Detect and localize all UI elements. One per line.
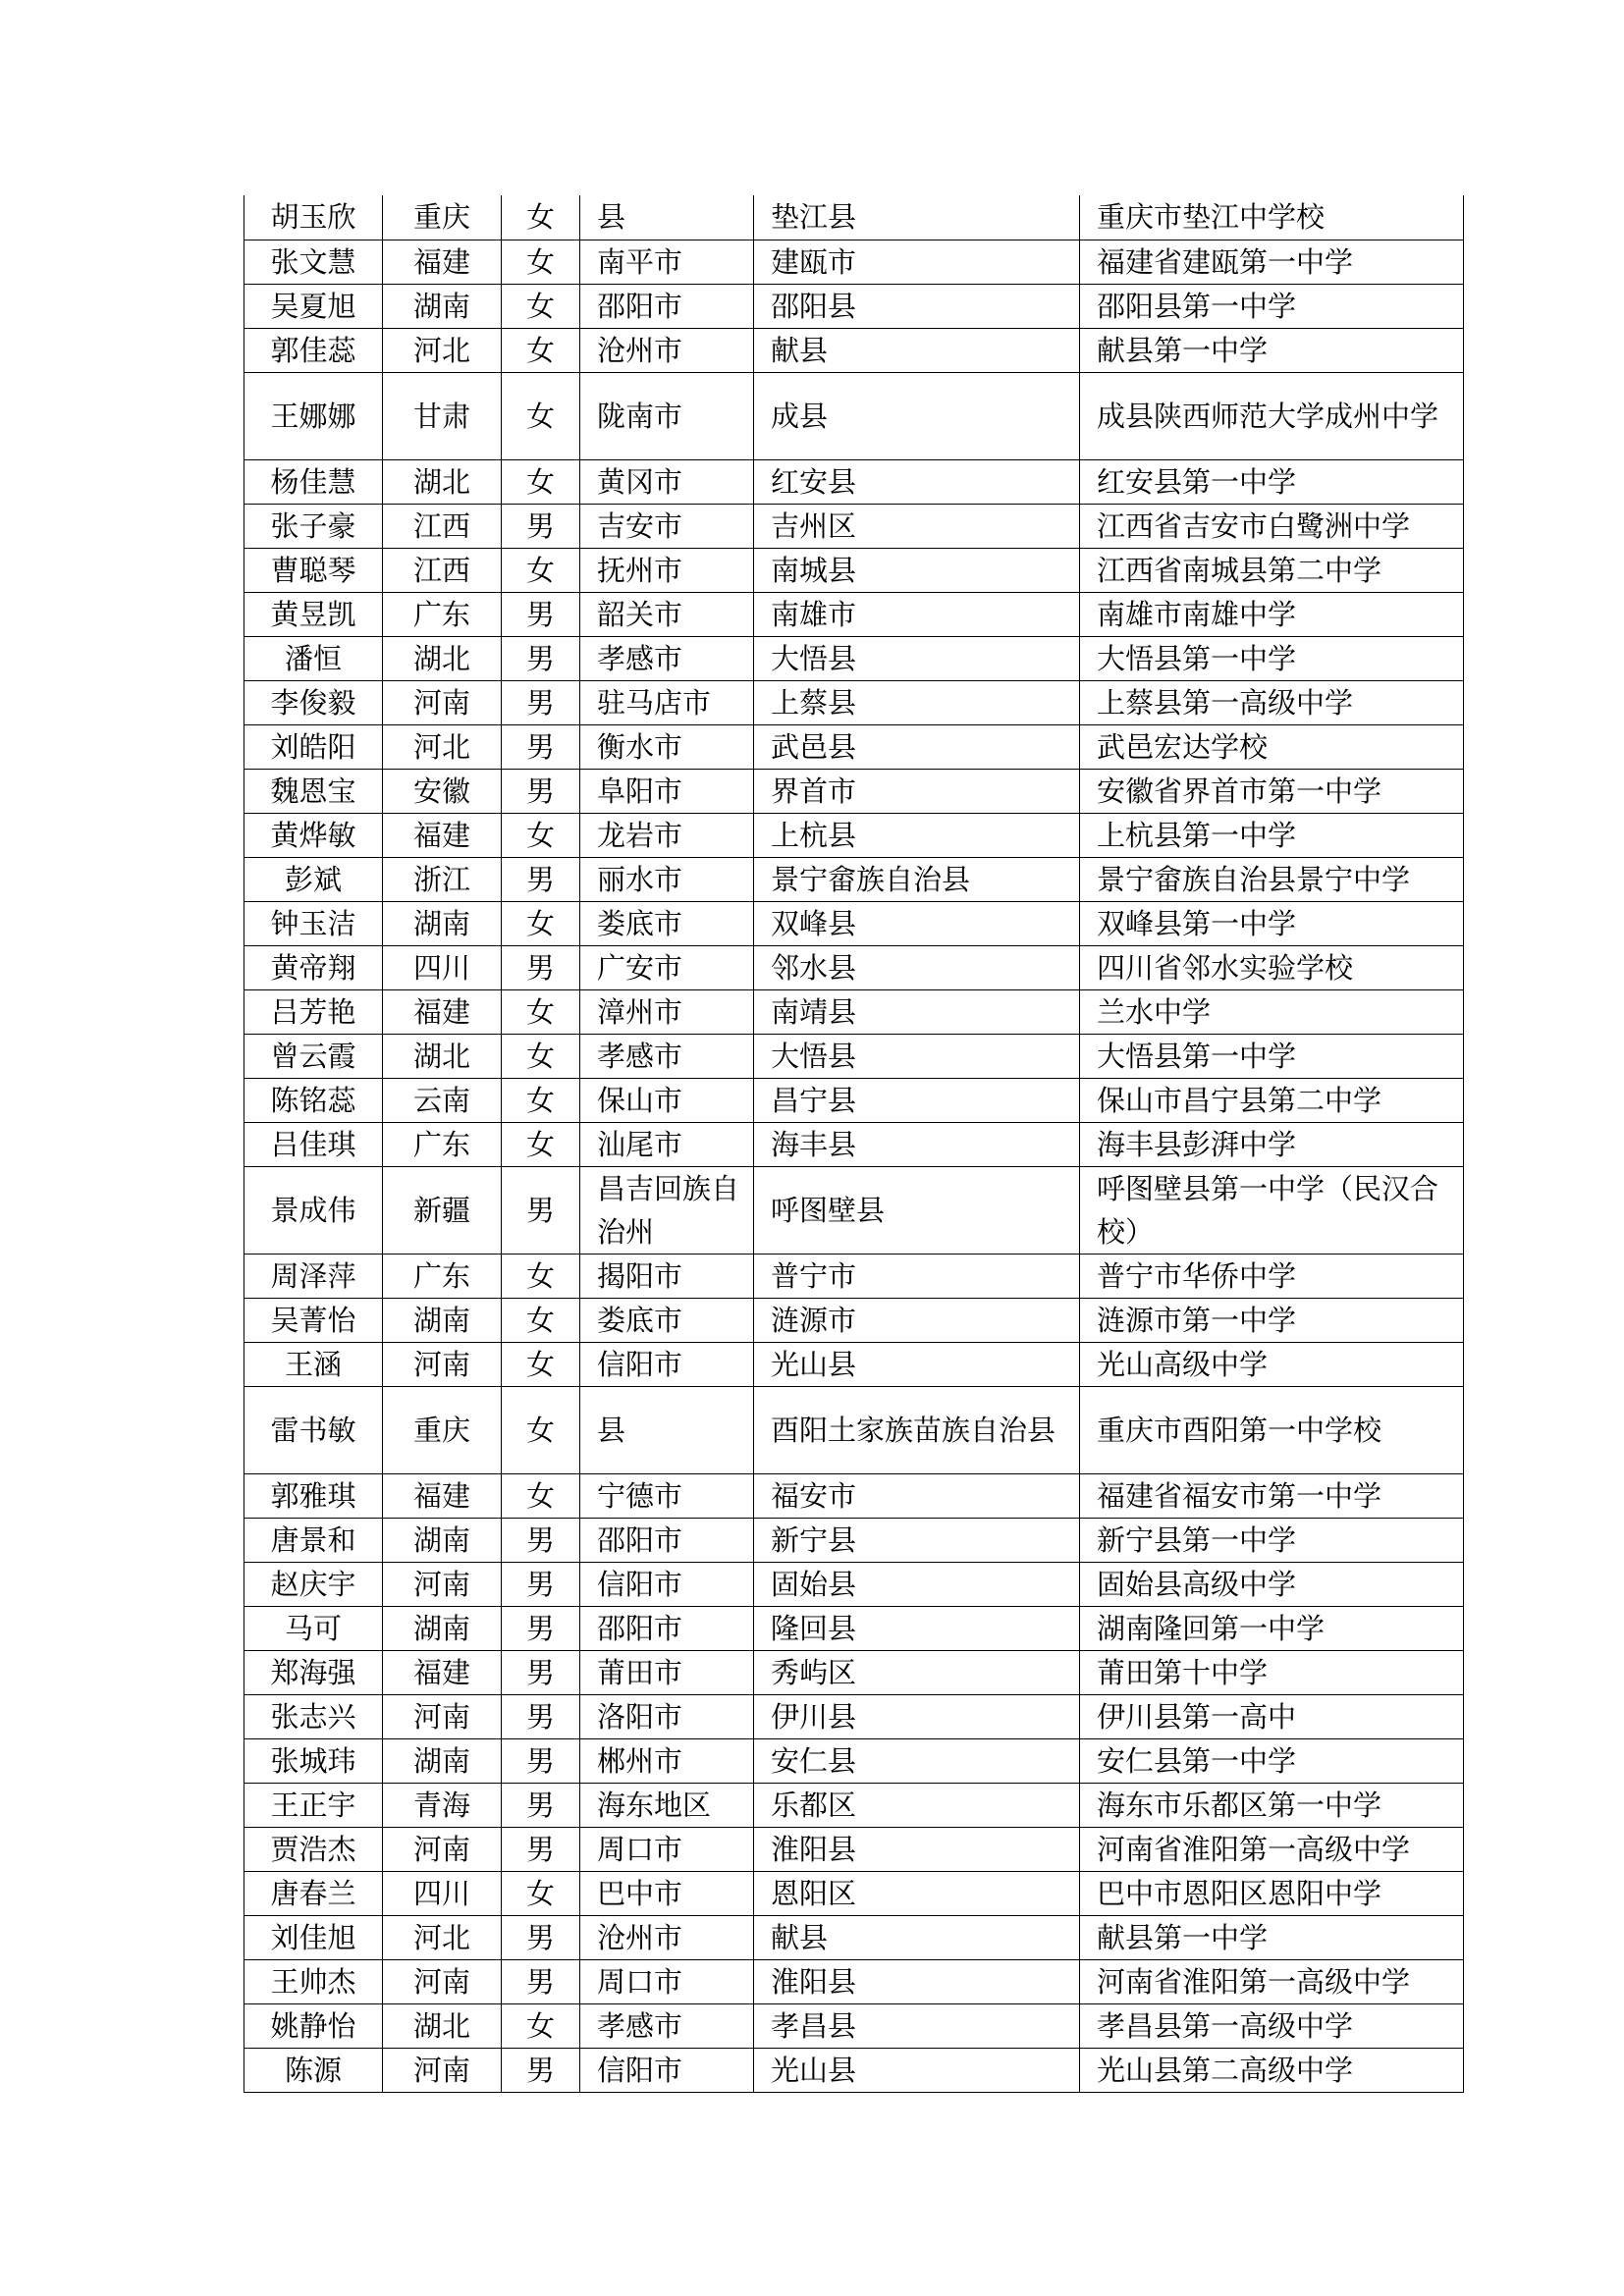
student-name-cell: 张城玮 [244,1738,383,1783]
province-cell: 河南 [383,1342,502,1386]
student-roster-table [244,195,1464,2093]
gender-cell: 女 [502,1078,580,1122]
gender-cell: 男 [502,1694,580,1738]
city-cell: 周口市 [580,1827,754,1871]
county-cell: 安仁县 [754,1738,1080,1783]
city-cell: 孝感市 [580,2003,754,2048]
county-cell: 成县 [754,372,1080,459]
gender-cell: 女 [502,1342,580,1386]
province-cell: 新疆 [383,1166,502,1254]
table-row [244,1783,1464,1827]
city-cell: 龙岩市 [580,813,754,857]
county-cell: 武邑县 [754,724,1080,769]
province-cell: 湖南 [383,901,502,945]
gender-cell: 男 [502,769,580,813]
gender-cell: 女 [502,989,580,1034]
county-cell: 光山县 [754,1342,1080,1386]
city-cell: 广安市 [580,945,754,989]
gender-cell: 女 [502,1386,580,1473]
table-row [244,813,1464,857]
city-cell: 汕尾市 [580,1122,754,1166]
city-cell: 娄底市 [580,1298,754,1342]
roster-body [244,195,1464,2092]
city-cell: 漳州市 [580,989,754,1034]
gender-cell: 女 [502,2003,580,2048]
county-cell: 大悟县 [754,1034,1080,1078]
province-cell: 湖北 [383,1034,502,1078]
school-cell: 光山县第二高级中学 [1080,2048,1464,2092]
province-cell: 湖南 [383,1518,502,1562]
county-cell: 酉阳土家族苗族自治县 [754,1386,1080,1473]
gender-cell: 男 [502,1738,580,1783]
table-row [244,636,1464,680]
table-row [244,1034,1464,1078]
county-cell: 界首市 [754,769,1080,813]
city-cell: 保山市 [580,1078,754,1122]
student-name-cell: 唐春兰 [244,1871,383,1915]
county-cell: 乐都区 [754,1783,1080,1827]
province-cell: 湖北 [383,2003,502,2048]
student-name-cell: 吴夏旭 [244,284,383,328]
school-cell: 四川省邻水实验学校 [1080,945,1464,989]
county-cell: 南雄市 [754,592,1080,636]
city-cell: 洛阳市 [580,1694,754,1738]
city-cell: 周口市 [580,1959,754,2003]
province-cell: 福建 [383,989,502,1034]
table-row [244,1694,1464,1738]
city-cell: 信阳市 [580,2048,754,2092]
city-cell: 黄冈市 [580,459,754,504]
school-cell: 新宁县第一中学 [1080,1518,1464,1562]
province-cell: 福建 [383,1473,502,1518]
table-row [244,284,1464,328]
gender-cell: 女 [502,328,580,372]
student-name-cell: 黄烨敏 [244,813,383,857]
table-row [244,2048,1464,2092]
school-cell: 福建省建瓯第一中学 [1080,240,1464,284]
county-cell: 隆回县 [754,1606,1080,1650]
student-name-cell: 郭佳蕊 [244,328,383,372]
province-cell: 河北 [383,724,502,769]
city-cell: 邵阳市 [580,1606,754,1650]
county-cell: 伊川县 [754,1694,1080,1738]
student-name-cell: 魏恩宝 [244,769,383,813]
city-cell: 邵阳市 [580,284,754,328]
student-name-cell: 张文慧 [244,240,383,284]
county-cell: 光山县 [754,2048,1080,2092]
city-cell: 韶关市 [580,592,754,636]
table-row [244,504,1464,548]
gender-cell: 女 [502,240,580,284]
gender-cell: 男 [502,1606,580,1650]
gender-cell: 男 [502,592,580,636]
school-cell: 光山高级中学 [1080,1342,1464,1386]
province-cell: 江西 [383,548,502,592]
school-cell: 伊川县第一高中 [1080,1694,1464,1738]
gender-cell: 男 [502,2048,580,2092]
table-row [244,1738,1464,1783]
table-row [244,1386,1464,1473]
province-cell: 浙江 [383,857,502,901]
city-cell: 陇南市 [580,372,754,459]
student-name-cell: 吕芳艳 [244,989,383,1034]
school-cell: 重庆市酉阳第一中学校 [1080,1386,1464,1473]
school-cell: 海东市乐都区第一中学 [1080,1783,1464,1827]
school-cell: 固始县高级中学 [1080,1562,1464,1606]
city-cell: 信阳市 [580,1342,754,1386]
school-cell: 海丰县彭湃中学 [1080,1122,1464,1166]
school-cell: 大悟县第一中学 [1080,1034,1464,1078]
province-cell: 广东 [383,1122,502,1166]
city-cell: 县 [580,1386,754,1473]
gender-cell: 女 [502,1122,580,1166]
province-cell: 湖南 [383,1738,502,1783]
table-row [244,945,1464,989]
school-cell: 兰水中学 [1080,989,1464,1034]
province-cell: 湖南 [383,1606,502,1650]
table-row [244,1078,1464,1122]
county-cell: 昌宁县 [754,1078,1080,1122]
county-cell: 邻水县 [754,945,1080,989]
county-cell: 邵阳县 [754,284,1080,328]
table-row [244,1342,1464,1386]
gender-cell: 女 [502,284,580,328]
school-cell: 呼图壁县第一中学（民汉合校） [1080,1166,1464,1254]
student-name-cell: 黄帝翔 [244,945,383,989]
gender-cell: 男 [502,1915,580,1959]
city-cell: 孝感市 [580,636,754,680]
gender-cell: 女 [502,1254,580,1298]
city-cell: 吉安市 [580,504,754,548]
school-cell: 献县第一中学 [1080,328,1464,372]
province-cell: 河南 [383,680,502,724]
table-row [244,372,1464,459]
student-name-cell: 张子豪 [244,504,383,548]
county-cell: 秀屿区 [754,1650,1080,1694]
student-name-cell: 郭雅琪 [244,1473,383,1518]
school-cell: 河南省淮阳第一高级中学 [1080,1827,1464,1871]
school-cell: 孝昌县第一高级中学 [1080,2003,1464,2048]
school-cell: 安徽省界首市第一中学 [1080,769,1464,813]
county-cell: 呼图壁县 [754,1166,1080,1254]
school-cell: 江西省南城县第二中学 [1080,548,1464,592]
city-cell: 孝感市 [580,1034,754,1078]
table-row [244,240,1464,284]
school-cell: 献县第一中学 [1080,1915,1464,1959]
school-cell: 普宁市华侨中学 [1080,1254,1464,1298]
student-name-cell: 王娜娜 [244,372,383,459]
province-cell: 河南 [383,1959,502,2003]
school-cell: 福建省福安市第一中学 [1080,1473,1464,1518]
city-cell: 抚州市 [580,548,754,592]
city-cell: 娄底市 [580,901,754,945]
gender-cell: 男 [502,724,580,769]
table-row [244,1473,1464,1518]
school-cell: 江西省吉安市白鹭洲中学 [1080,504,1464,548]
gender-cell: 男 [502,1562,580,1606]
school-cell: 重庆市垫江中学校 [1080,195,1464,240]
student-name-cell: 陈铭蕊 [244,1078,383,1122]
table-row [244,1827,1464,1871]
school-cell: 上蔡县第一高级中学 [1080,680,1464,724]
table-row [244,1122,1464,1166]
county-cell: 献县 [754,328,1080,372]
table-row [244,548,1464,592]
student-name-cell: 赵庆宇 [244,1562,383,1606]
gender-cell: 女 [502,548,580,592]
gender-cell: 女 [502,1034,580,1078]
county-cell: 建瓯市 [754,240,1080,284]
table-row [244,1871,1464,1915]
student-name-cell: 王涵 [244,1342,383,1386]
county-cell: 红安县 [754,459,1080,504]
county-cell: 吉州区 [754,504,1080,548]
table-row [244,1562,1464,1606]
province-cell: 福建 [383,1650,502,1694]
province-cell: 青海 [383,1783,502,1827]
province-cell: 江西 [383,504,502,548]
student-name-cell: 马可 [244,1606,383,1650]
gender-cell: 女 [502,372,580,459]
province-cell: 广东 [383,1254,502,1298]
gender-cell: 男 [502,1518,580,1562]
county-cell: 新宁县 [754,1518,1080,1562]
county-cell: 固始县 [754,1562,1080,1606]
gender-cell: 男 [502,857,580,901]
county-cell: 恩阳区 [754,1871,1080,1915]
table-row [244,1254,1464,1298]
school-cell: 景宁畲族自治县景宁中学 [1080,857,1464,901]
county-cell: 上蔡县 [754,680,1080,724]
table-row [244,195,1464,240]
gender-cell: 女 [502,1298,580,1342]
table-row [244,1959,1464,2003]
county-cell: 垫江县 [754,195,1080,240]
school-cell: 邵阳县第一中学 [1080,284,1464,328]
table-row [244,2003,1464,2048]
province-cell: 湖北 [383,636,502,680]
county-cell: 海丰县 [754,1122,1080,1166]
school-cell: 南雄市南雄中学 [1080,592,1464,636]
student-name-cell: 景成伟 [244,1166,383,1254]
table-row [244,1298,1464,1342]
county-cell: 双峰县 [754,901,1080,945]
county-cell: 普宁市 [754,1254,1080,1298]
school-cell: 巴中市恩阳区恩阳中学 [1080,1871,1464,1915]
province-cell: 四川 [383,945,502,989]
city-cell: 南平市 [580,240,754,284]
province-cell: 河北 [383,1915,502,1959]
student-name-cell: 陈源 [244,2048,383,2092]
student-name-cell: 胡玉欣 [244,195,383,240]
table-row [244,769,1464,813]
county-cell: 淮阳县 [754,1959,1080,2003]
city-cell: 昌吉回族自治州 [580,1166,754,1254]
student-name-cell: 潘恒 [244,636,383,680]
county-cell: 上杭县 [754,813,1080,857]
province-cell: 湖南 [383,1298,502,1342]
table-row [244,459,1464,504]
student-name-cell: 彭斌 [244,857,383,901]
school-cell: 涟源市第一中学 [1080,1298,1464,1342]
student-name-cell: 贾浩杰 [244,1827,383,1871]
county-cell: 淮阳县 [754,1827,1080,1871]
province-cell: 安徽 [383,769,502,813]
county-cell: 景宁畲族自治县 [754,857,1080,901]
province-cell: 河南 [383,1827,502,1871]
city-cell: 衡水市 [580,724,754,769]
school-cell: 武邑宏达学校 [1080,724,1464,769]
table-row [244,1518,1464,1562]
city-cell: 邵阳市 [580,1518,754,1562]
gender-cell: 女 [502,1473,580,1518]
province-cell: 河北 [383,328,502,372]
city-cell: 县 [580,195,754,240]
student-name-cell: 雷书敏 [244,1386,383,1473]
student-name-cell: 郑海强 [244,1650,383,1694]
student-name-cell: 刘佳旭 [244,1915,383,1959]
student-name-cell: 唐景和 [244,1518,383,1562]
school-cell: 红安县第一中学 [1080,459,1464,504]
province-cell: 湖南 [383,284,502,328]
school-cell: 上杭县第一中学 [1080,813,1464,857]
gender-cell: 女 [502,459,580,504]
student-name-cell: 曾云霞 [244,1034,383,1078]
city-cell: 驻马店市 [580,680,754,724]
student-name-cell: 王正宇 [244,1783,383,1827]
province-cell: 重庆 [383,1386,502,1473]
county-cell: 孝昌县 [754,2003,1080,2048]
gender-cell: 男 [502,680,580,724]
gender-cell: 女 [502,1871,580,1915]
school-cell: 大悟县第一中学 [1080,636,1464,680]
gender-cell: 男 [502,504,580,548]
county-cell: 福安市 [754,1473,1080,1518]
city-cell: 信阳市 [580,1562,754,1606]
city-cell: 郴州市 [580,1738,754,1783]
student-name-cell: 黄昱凯 [244,592,383,636]
city-cell: 沧州市 [580,328,754,372]
gender-cell: 男 [502,945,580,989]
gender-cell: 男 [502,1959,580,2003]
student-name-cell: 杨佳慧 [244,459,383,504]
table-row [244,1650,1464,1694]
school-cell: 成县陕西师范大学成州中学 [1080,372,1464,459]
student-name-cell: 吴菁怡 [244,1298,383,1342]
city-cell: 巴中市 [580,1871,754,1915]
school-cell: 安仁县第一中学 [1080,1738,1464,1783]
student-name-cell: 钟玉洁 [244,901,383,945]
county-cell: 涟源市 [754,1298,1080,1342]
county-cell: 献县 [754,1915,1080,1959]
province-cell: 福建 [383,240,502,284]
city-cell: 沧州市 [580,1915,754,1959]
city-cell: 揭阳市 [580,1254,754,1298]
table-row [244,1166,1464,1254]
table-row [244,328,1464,372]
province-cell: 河南 [383,2048,502,2092]
province-cell: 重庆 [383,195,502,240]
gender-cell: 男 [502,1650,580,1694]
province-cell: 河南 [383,1694,502,1738]
school-cell: 湖南隆回第一中学 [1080,1606,1464,1650]
table-row [244,680,1464,724]
city-cell: 宁德市 [580,1473,754,1518]
gender-cell: 男 [502,1166,580,1254]
province-cell: 甘肃 [383,372,502,459]
city-cell: 莆田市 [580,1650,754,1694]
student-name-cell: 周泽萍 [244,1254,383,1298]
gender-cell: 女 [502,813,580,857]
school-cell: 莆田第十中学 [1080,1650,1464,1694]
student-name-cell: 吕佳琪 [244,1122,383,1166]
county-cell: 南靖县 [754,989,1080,1034]
table-row [244,724,1464,769]
gender-cell: 女 [502,195,580,240]
province-cell: 福建 [383,813,502,857]
table-row [244,1915,1464,1959]
city-cell: 海东地区 [580,1783,754,1827]
student-name-cell: 曹聪琴 [244,548,383,592]
table-row [244,1606,1464,1650]
student-name-cell: 李俊毅 [244,680,383,724]
province-cell: 河南 [383,1562,502,1606]
school-cell: 保山市昌宁县第二中学 [1080,1078,1464,1122]
city-cell: 阜阳市 [580,769,754,813]
student-name-cell: 姚静怡 [244,2003,383,2048]
student-name-cell: 王帅杰 [244,1959,383,2003]
county-cell: 南城县 [754,548,1080,592]
table-row [244,901,1464,945]
gender-cell: 女 [502,901,580,945]
province-cell: 湖北 [383,459,502,504]
student-name-cell: 刘皓阳 [244,724,383,769]
province-cell: 广东 [383,592,502,636]
province-cell: 云南 [383,1078,502,1122]
school-cell: 双峰县第一中学 [1080,901,1464,945]
student-name-cell: 张志兴 [244,1694,383,1738]
gender-cell: 男 [502,1827,580,1871]
table-row [244,592,1464,636]
table-row [244,857,1464,901]
county-cell: 大悟县 [754,636,1080,680]
school-cell: 河南省淮阳第一高级中学 [1080,1959,1464,2003]
gender-cell: 男 [502,1783,580,1827]
table-row [244,989,1464,1034]
province-cell: 四川 [383,1871,502,1915]
gender-cell: 男 [502,636,580,680]
city-cell: 丽水市 [580,857,754,901]
